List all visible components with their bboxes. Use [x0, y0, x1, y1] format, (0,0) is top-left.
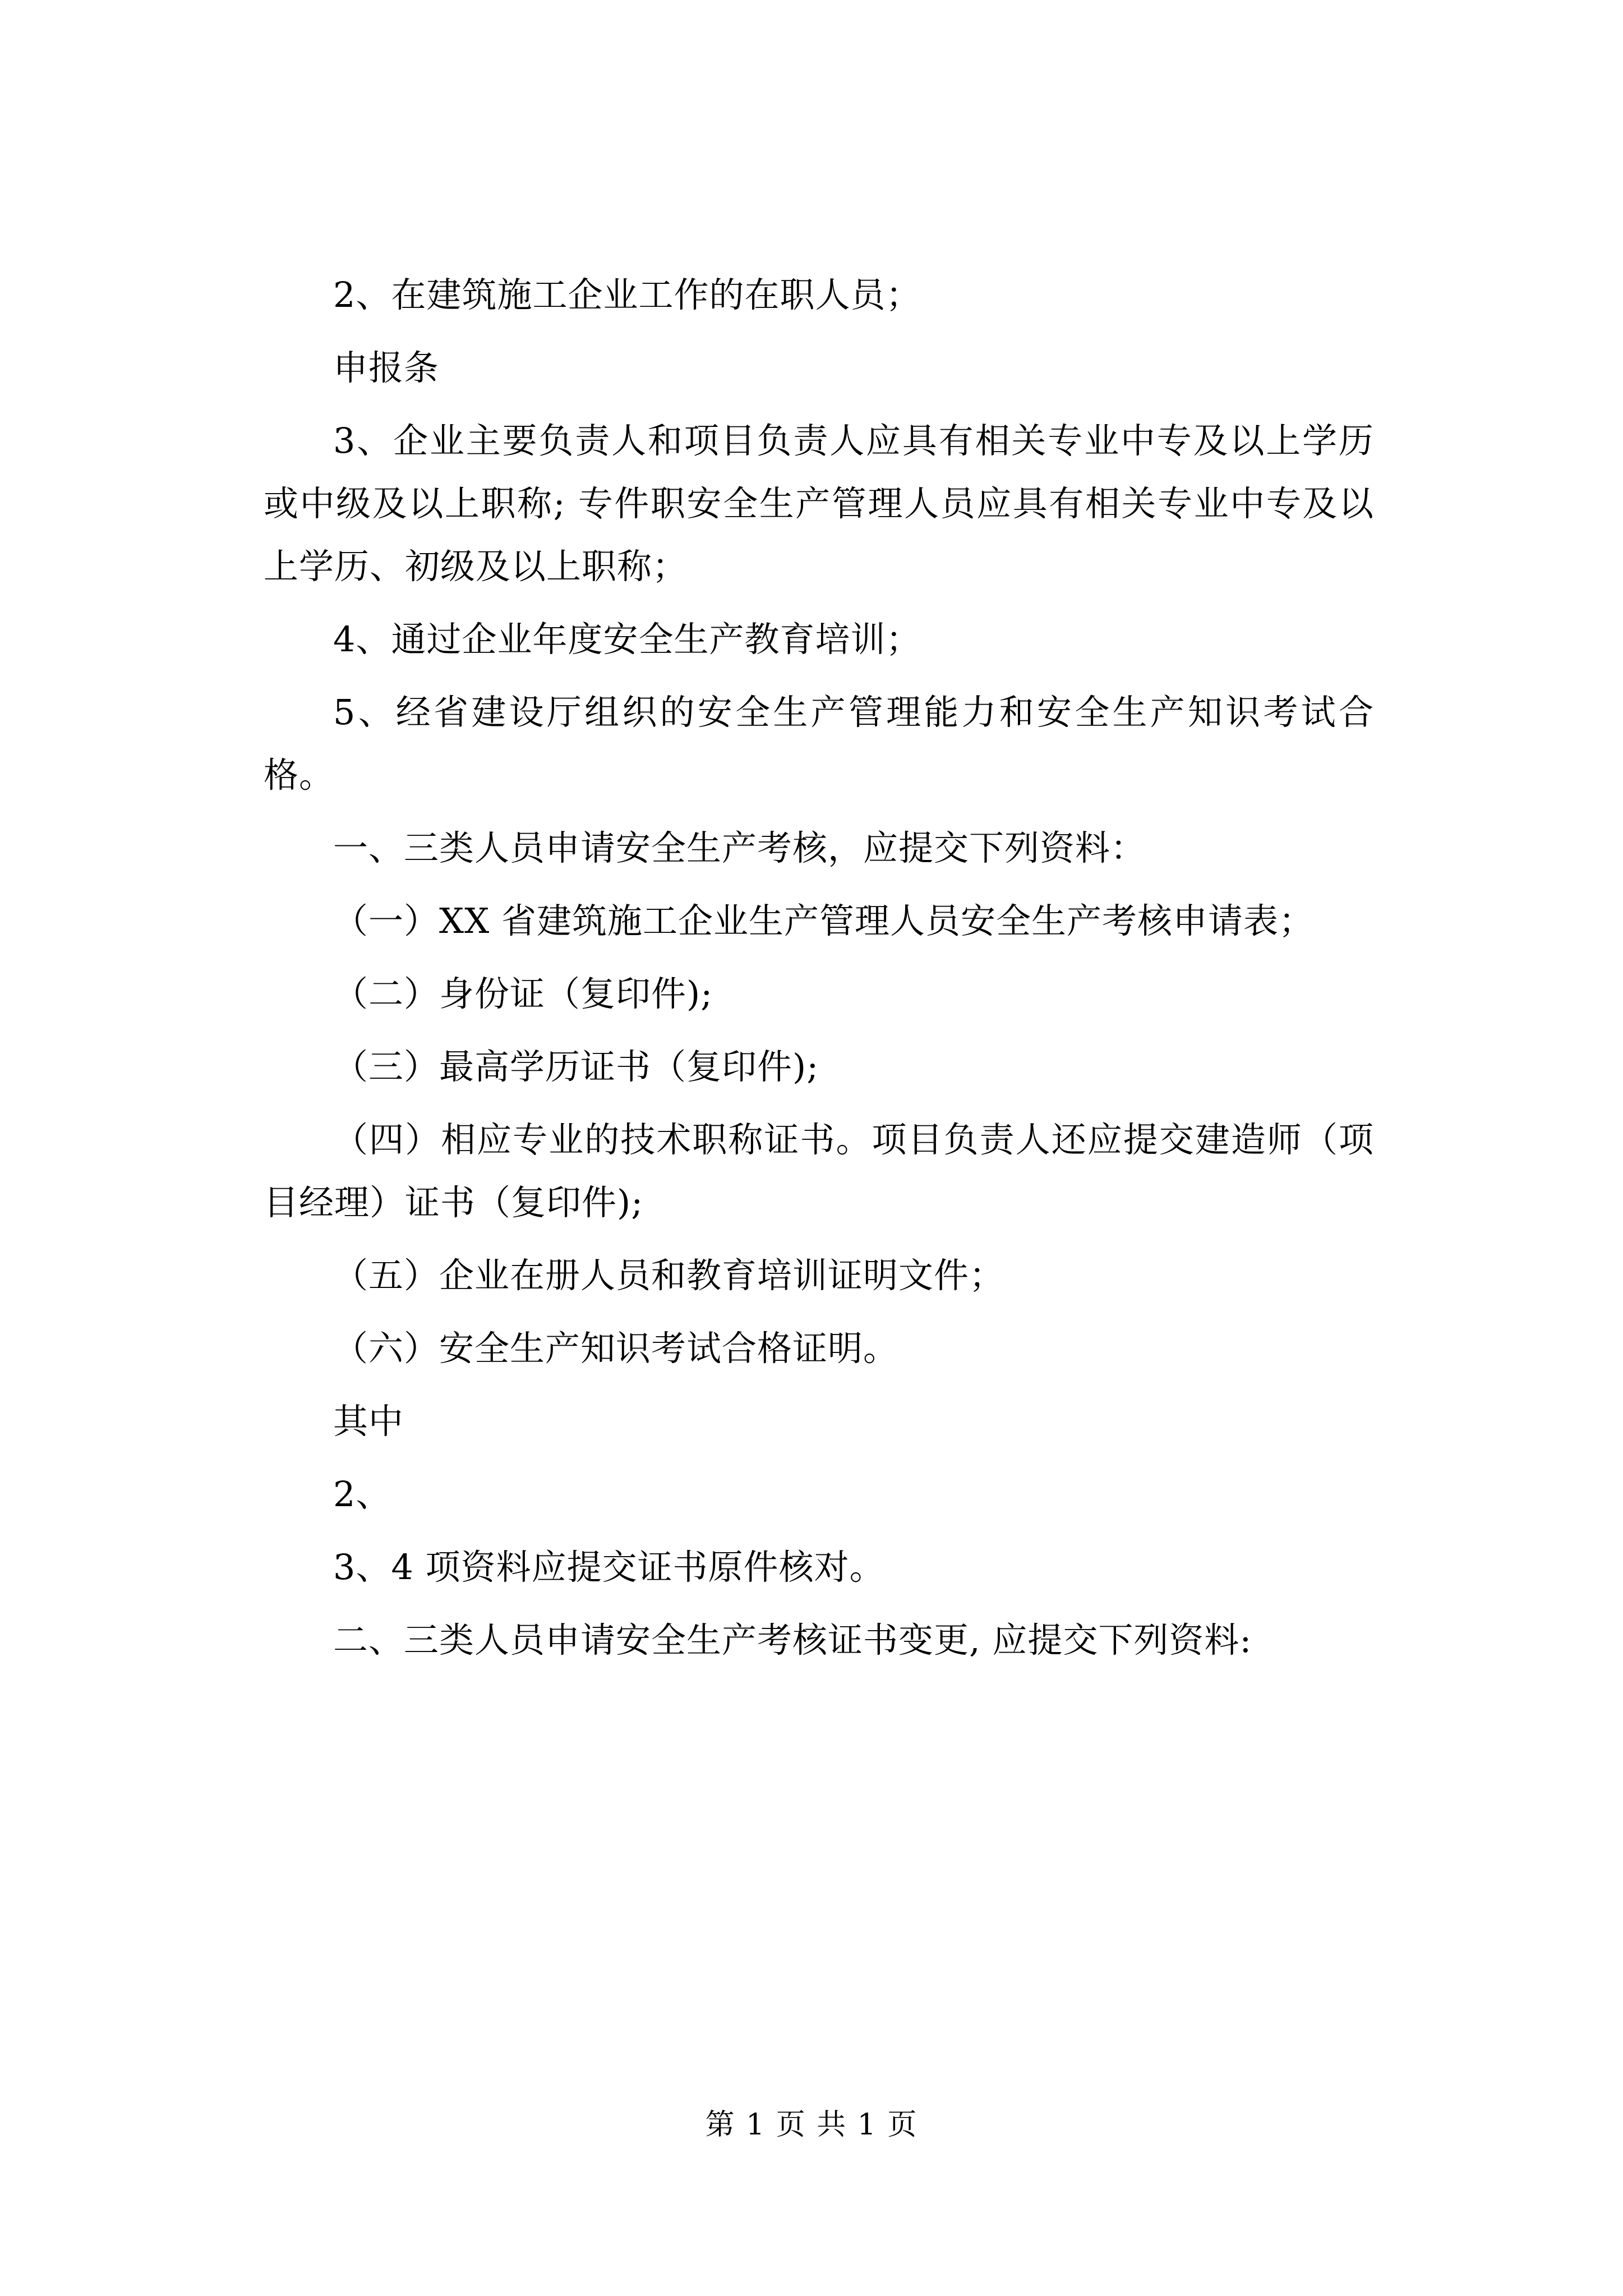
paragraph: （一）XX 省建筑施工企业生产管理人员安全生产考核申请表；	[333, 900, 1314, 941]
paragraph: 二、三类人员申请安全生产考核证书变更, 应提交下列资料:	[333, 1619, 1252, 1660]
paragraph: 3、4 项资料应提交证书原件核对。	[333, 1547, 885, 1588]
paragraph: 3、企业主要负责人和项目负责人应具有相关专业中专及以上学历或中级及以上职称; 专件职安全生产管理人员应具有相关专业中专及以上学历、初级及以上职称；	[264, 420, 1374, 587]
paragraph: 5、经省建设厅组织的安全生产管理能力和安全生产知识考试合格。	[264, 692, 1374, 795]
paragraph: 2、在建筑施工企业工作的在职人员；	[333, 274, 921, 315]
page-footer: 第 1 页 共 1 页	[705, 2108, 918, 2142]
paragraph: （六）安全生产知识考试合格证明。	[333, 1328, 899, 1369]
paragraph: 其中	[333, 1401, 404, 1442]
paragraph: 一、三类人员申请安全生产考核，应提交下列资料：	[333, 827, 1146, 868]
paragraph: （五）企业在册人员和教育培训证明文件；	[333, 1255, 1005, 1296]
paragraph: （三）最高学历证书（复印件);	[333, 1046, 819, 1087]
paragraph: 2、	[333, 1474, 391, 1515]
paragraph: （二）身份证（复印件);	[333, 973, 713, 1014]
paragraph: 申报条	[333, 347, 440, 388]
paragraph: 4、通过企业年度安全生产教育培训；	[333, 619, 921, 660]
document-body	[264, 264, 1374, 1682]
paragraph: （四）相应专业的技术职称证书。项目负责人还应提交建造师（项目经理）证书（复印件);	[264, 1119, 1374, 1223]
